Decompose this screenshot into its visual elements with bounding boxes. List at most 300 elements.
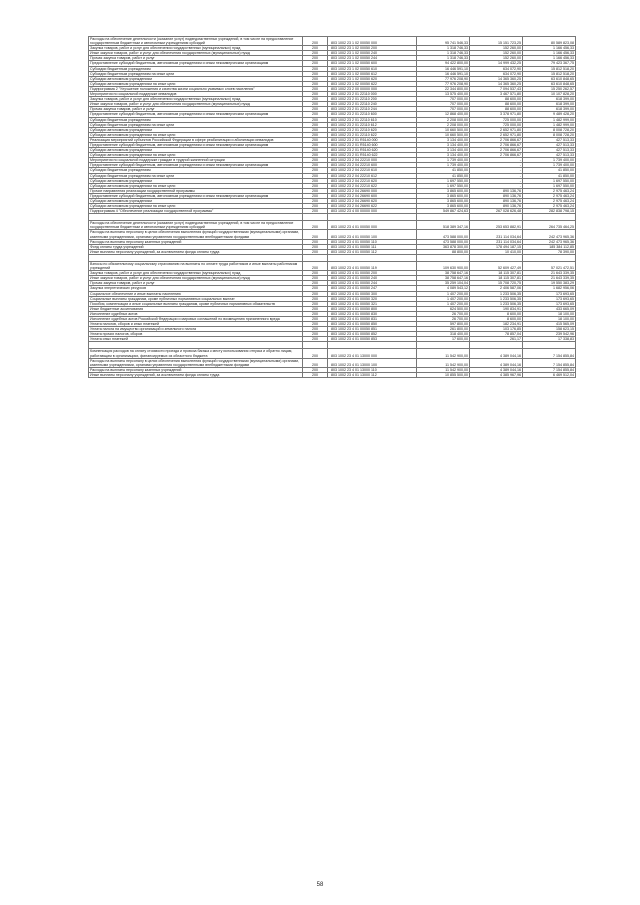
table-row	[89, 327, 576, 332]
row-remaining-cell: 2 975 463,24	[523, 204, 576, 209]
row-approved-cell: 1 739 400,00	[417, 163, 470, 168]
row-code-cell: 200	[303, 372, 328, 377]
table-row	[89, 271, 576, 276]
row-remaining-cell: 427 513,33	[523, 142, 576, 147]
row-code-cell: 200	[303, 311, 328, 316]
row-executed-cell: 890 136,76	[470, 188, 523, 193]
table-row	[89, 132, 576, 137]
row-kbk-cell: 803 1002 23 4 01 13000 110	[328, 367, 417, 372]
budget-table-body	[89, 37, 576, 378]
row-approved-cell: 11 542 900,00	[417, 367, 470, 372]
row-executed-cell: 152 260,00	[470, 51, 523, 56]
row-name-cell: Иные выплаты персоналу учреждений, за исключением фонда оплаты труда	[89, 249, 303, 254]
row-remaining-cell: 18 100,00	[523, 311, 576, 316]
row-executed-cell: 2 706 866,67	[470, 137, 523, 142]
row-remaining-cell: 78 390,00	[523, 249, 576, 254]
table-row	[89, 71, 576, 76]
row-executed-cell: 253 653 882,91	[470, 221, 523, 230]
row-name-cell: Субсидии бюджетным учреждениям на иные цели	[89, 122, 303, 127]
row-kbk-cell: 803 1002 23 4 01 00050 320	[328, 296, 417, 301]
row-executed-cell: 2 706 866,67	[470, 148, 523, 153]
row-remaining-cell: 15 812 518,20	[523, 71, 576, 76]
row-remaining-cell: 1 739 400,00	[523, 158, 576, 163]
row-approved-cell: 3 134 400,00	[417, 142, 470, 147]
row-remaining-cell: 2 975 463,24	[523, 188, 576, 193]
row-remaining-cell: 63 610 848,65	[523, 81, 576, 86]
row-kbk-cell: 803 1002 23 2 01 22110 622	[328, 132, 417, 137]
row-remaining-cell: 8 008 728,20	[523, 132, 576, 137]
row-kbk-cell: 803 1002 23 4 01 00050 000	[328, 221, 417, 230]
row-kbk-cell: 803 1002 23 4 01 00050 851	[328, 327, 417, 332]
row-executed-cell: 890 136,76	[470, 193, 523, 198]
row-executed-cell: -	[470, 178, 523, 183]
row-kbk-cell: 803 1002 23 2 01 22110 000	[328, 92, 417, 97]
row-kbk-cell: 803 1002 23 2 01 R5140 000	[328, 137, 417, 142]
row-name-cell: Расходы на выплаты персоналу казенных учреждений	[89, 367, 303, 372]
row-approved-cell: 3 865 600,00	[417, 199, 470, 204]
row-code-cell: 200	[303, 137, 328, 142]
row-kbk-cell: 803 1002 23 1 02 00050 240	[328, 51, 417, 56]
row-executed-cell: 1 233 506,35	[470, 301, 523, 306]
row-kbk-cell: 803 1002 23 4 01 13000 000	[328, 349, 417, 358]
row-name-cell: Предоставление субсидий бюджетным, автономным учреждениям и иным некоммерческим организациям	[89, 112, 303, 117]
row-code-cell: 200	[303, 286, 328, 291]
row-kbk-cell: 803 1002 23 2 01 22110 612	[328, 122, 417, 127]
row-name-cell: Уплата иных платежей	[89, 337, 303, 342]
row-kbk-cell: 803 1002 23 4 01 00050 100	[328, 230, 417, 239]
row-approved-cell: 13 575 400,00	[417, 92, 470, 97]
row-remaining-cell: 21 643 339,35	[523, 271, 576, 276]
row-kbk-cell: 803 1002 23 2 04 22210 600	[328, 163, 417, 168]
row-code-cell: 200	[303, 97, 328, 102]
row-kbk-cell: 803 1002 23 1 02 00050 244	[328, 56, 417, 61]
table-spacer-row	[89, 214, 576, 221]
row-code-cell: 200	[303, 142, 328, 147]
row-kbk-cell: 803 1002 23 1 02 00050 600	[328, 61, 417, 66]
row-name-cell: Расходы на обеспечение деятельности (оказание услуг) подведомственных учреждений, в том числе на предоставление государственным бюджетным и автономным учреждениям субсидий	[89, 221, 303, 230]
row-kbk-cell: 803 1002 23 2 04 26690 600	[328, 193, 417, 198]
row-approved-cell: 3 865 600,00	[417, 193, 470, 198]
table-row	[89, 112, 576, 117]
row-code-cell: 200	[303, 327, 328, 332]
row-code-cell: 200	[303, 271, 328, 276]
row-approved-cell: 1 739 400,00	[417, 158, 470, 163]
row-executed-cell: 178 494 187,15	[470, 244, 523, 249]
row-approved-cell: 2 208 000,00	[417, 117, 470, 122]
row-name-cell: Расходы на выплаты персоналу в целях обеспечения выполнения функций государственными (муниципальными) органами, казенными учреждениями, органами управления государственными внебюджетными фондами	[89, 230, 303, 239]
row-name-cell: Субсидии бюджетным учреждениям	[89, 66, 303, 71]
row-executed-cell: 88 600,00	[470, 97, 523, 102]
table-row	[89, 372, 576, 377]
row-remaining-cell: 1 682 956,06	[523, 286, 576, 291]
row-name-cell: Субсидии бюджетным учреждениям	[89, 117, 303, 122]
row-name-cell: Расходы на обеспечение деятельности (оказание услуг) подведомственных учреждений, в том числе на предоставление государственным бюджетным и автономным учреждениям субсидий	[89, 37, 303, 46]
table-row	[89, 230, 576, 239]
row-approved-cell: 473 588 000,00	[417, 230, 470, 239]
row-code-cell: 200	[303, 296, 328, 301]
row-code-cell: 200	[303, 122, 328, 127]
row-executed-cell: -	[470, 168, 523, 173]
row-remaining-cell: 79 423 367,75	[523, 61, 576, 66]
row-kbk-cell: 803 1002 23 1 02 00050 620	[328, 76, 417, 81]
row-approved-cell: 11 542 900,00	[417, 358, 470, 367]
row-kbk-cell: 803 1002 23 2 04 22210 620	[328, 178, 417, 183]
row-code-cell: 200	[303, 178, 328, 183]
row-approved-cell: 624 500,00	[417, 306, 470, 311]
row-executed-cell: 2 652 971,80	[470, 127, 523, 132]
row-kbk-cell: 803 1002 23 4 01 00050 240	[328, 276, 417, 281]
table-spacer-row	[89, 254, 576, 261]
row-name-cell: Субсидии бюджетным учреждениям на иные цели	[89, 173, 303, 178]
row-kbk-cell: 803 1002 23 4 01 00050 110	[328, 239, 417, 244]
table-row	[89, 291, 576, 296]
row-approved-cell: 35 259 104,04	[417, 281, 470, 286]
row-code-cell: 200	[303, 102, 328, 107]
row-executed-cell: 231 114 034,64	[470, 230, 523, 239]
row-approved-cell: 473 588 000,00	[417, 239, 470, 244]
table-row	[89, 46, 576, 51]
row-code-cell: 200	[303, 66, 328, 71]
row-code-cell: 200	[303, 76, 328, 81]
table-row	[89, 221, 576, 230]
row-name-cell: Прочая закупка товаров, работ и услуг	[89, 56, 303, 61]
row-remaining-cell: 63 610 848,65	[523, 76, 576, 81]
row-executed-cell: 4 385 967,96	[470, 372, 523, 377]
row-kbk-cell: 803 1002 23 2 04 22210 610	[328, 168, 417, 173]
row-remaining-cell: 158 623,15	[523, 327, 576, 332]
row-name-cell: Прочая закупка товаров, работ и услуг	[89, 107, 303, 112]
row-kbk-cell: 803 1002 23 2 04 22210 612	[328, 173, 417, 178]
row-code-cell: 200	[303, 163, 328, 168]
row-executed-cell: 267 028 626,48	[470, 209, 523, 214]
row-kbk-cell: 803 1002 23 2 01 R5140 622	[328, 153, 417, 158]
row-executed-cell: 2 706 866,67	[470, 142, 523, 147]
row-remaining-cell: 15 812 518,20	[523, 66, 576, 71]
row-kbk-cell: 803 1002 23 2 04 26690 000	[328, 188, 417, 193]
row-kbk-cell: 803 1002 23 2 04 26690 620	[328, 199, 417, 204]
row-kbk-cell: 803 1002 23 4 01 00050 852	[328, 332, 417, 337]
table-row	[89, 301, 576, 306]
row-approved-cell: 10 660 500,00	[417, 132, 470, 137]
row-name-cell: Уплата налога на имущество организаций и земельного налога	[89, 327, 303, 332]
row-remaining-cell: 427 513,33	[523, 153, 576, 158]
row-executed-cell: 14 999 432,25	[470, 61, 523, 66]
table-row	[89, 188, 576, 193]
table-row	[89, 358, 576, 367]
table-row	[89, 61, 576, 66]
row-code-cell: 200	[303, 183, 328, 188]
table-row	[89, 86, 576, 91]
row-remaining-cell: 1 166 456,33	[523, 51, 576, 56]
row-executed-cell: 14 365 360,25	[470, 76, 523, 81]
row-name-cell: Субсидии бюджетным учреждениям	[89, 168, 303, 173]
table-row	[89, 367, 576, 372]
row-executed-cell: 88 600,00	[470, 102, 523, 107]
row-approved-cell: 1 318 746,33	[417, 46, 470, 51]
row-executed-cell: 4 389 044,16	[470, 367, 523, 372]
row-code-cell: 200	[303, 107, 328, 112]
row-code-cell: 200	[303, 127, 328, 132]
row-executed-cell: 152 260,00	[470, 56, 523, 61]
row-remaining-cell: 618 399,00	[523, 107, 576, 112]
row-name-cell: Субсидии автономным учреждениям	[89, 127, 303, 132]
row-approved-cell: 38 758 647,16	[417, 276, 470, 281]
row-name-cell: Компенсация расходов на оплату стоимости проезда и провоза багажа к месту использования отпуска и обратно лицам, работающим в организациях, финансируемых из областного бюджета	[89, 349, 303, 358]
row-executed-cell: 634 072,90	[470, 71, 523, 76]
row-code-cell: 200	[303, 56, 328, 61]
row-name-cell: Субсидии автономным учреждениям	[89, 148, 303, 153]
row-kbk-cell: 803 1002 23 4 01 13000 100	[328, 358, 417, 367]
row-code-cell: 200	[303, 37, 328, 46]
row-remaining-cell: 80 589 823,08	[523, 37, 576, 46]
row-kbk-cell: 803 1002 23 1 02 00050 610	[328, 66, 417, 71]
row-code-cell: 200	[303, 46, 328, 51]
row-name-cell: Иные выплаты персоналу учреждений, за исключением фонда оплаты труда	[89, 372, 303, 377]
row-name-cell: Субсидии бюджетным учреждениям на иные цели	[89, 71, 303, 76]
row-executed-cell: 2 406 587,06	[470, 286, 523, 291]
row-remaining-cell: 2 975 463,24	[523, 193, 576, 198]
table-row	[89, 276, 576, 281]
row-name-cell: Социальные выплаты гражданам, кроме публичных нормативных социальных выплат	[89, 296, 303, 301]
row-code-cell: 200	[303, 158, 328, 163]
row-kbk-cell: 803 1002 23 4 01 00050 853	[328, 337, 417, 342]
row-remaining-cell: 282 838 798,15	[523, 209, 576, 214]
row-name-cell: Мероприятия по социальной поддержке граждан в трудной жизненной ситуации	[89, 158, 303, 163]
row-approved-cell: 1 407 200,00	[417, 301, 470, 306]
row-executed-cell: 261,17	[470, 337, 523, 342]
row-code-cell: 200	[303, 301, 328, 306]
row-name-cell: Субсидии автономным учреждениям на иные цели	[89, 132, 303, 137]
row-remaining-cell: 41 850,00	[523, 173, 576, 178]
table-row	[89, 239, 576, 244]
budget-table-page	[88, 36, 574, 378]
row-approved-cell: 707 000,00	[417, 102, 470, 107]
row-approved-cell: 4 089 543,12	[417, 286, 470, 291]
row-executed-cell: 634 072,90	[470, 66, 523, 71]
row-remaining-cell: 19 550 383,29	[523, 281, 576, 286]
row-remaining-cell: 427 513,33	[523, 137, 576, 142]
row-code-cell: 200	[303, 261, 328, 270]
row-executed-cell: 15 708 720,75	[470, 281, 523, 286]
row-code-cell: 200	[303, 281, 328, 286]
table-row	[89, 153, 576, 158]
row-executed-cell: 10 410,00	[470, 249, 523, 254]
row-remaining-cell: 433 665,09	[523, 306, 576, 311]
row-kbk-cell: 803 1002 23 2 01 22110 620	[328, 127, 417, 132]
row-approved-cell: 3 134 400,00	[417, 153, 470, 158]
row-executed-cell: 52 609 427,49	[470, 261, 523, 270]
table-row	[89, 142, 576, 147]
row-kbk-cell: 803 1002 23 2 01 22110 244	[328, 107, 417, 112]
row-approved-cell: 94 422 800,00	[417, 61, 470, 66]
row-remaining-cell: 173 693,65	[523, 296, 576, 301]
table-row	[89, 92, 576, 97]
row-code-cell: 200	[303, 173, 328, 178]
row-kbk-cell: 803 1002 23 4 01 00050 112	[328, 249, 417, 254]
row-kbk-cell: 803 1002 23 4 01 00050 830	[328, 311, 417, 316]
table-row	[89, 204, 576, 209]
row-approved-cell: 1 318 746,33	[417, 56, 470, 61]
row-remaining-cell: 9 489 428,20	[523, 112, 576, 117]
row-remaining-cell: 427 513,33	[523, 148, 576, 153]
row-executed-cell: 3 467 571,80	[470, 92, 523, 97]
row-remaining-cell: 1 482 999,00	[523, 117, 576, 122]
row-approved-cell: 95 741 546,33	[417, 37, 470, 46]
row-approved-cell: 3 865 600,00	[417, 204, 470, 209]
row-kbk-cell: 803 1002 23 2 01 22110 200	[328, 97, 417, 102]
row-remaining-cell: 173 693,65	[523, 301, 576, 306]
row-name-cell: Субсидии автономным учреждениям на иные цели	[89, 153, 303, 158]
row-approved-cell: 11 542 900,00	[417, 349, 470, 358]
row-kbk-cell: 803 1002 23 4 01 00050 800	[328, 306, 417, 311]
row-executed-cell: 725 000,00	[470, 122, 523, 127]
row-code-cell: 200	[303, 276, 328, 281]
row-name-cell: Субсидии автономным учреждениям	[89, 178, 303, 183]
row-executed-cell: -	[470, 183, 523, 188]
row-name-cell: Расходы на выплаты персоналу в целях обеспечения выполнения функций государственными (муниципальными) органами, казенными учреждениями, органами управления государственными внебюджетными фондами	[89, 358, 303, 367]
row-remaining-cell: 21 643 339,35	[523, 276, 576, 281]
row-code-cell: 200	[303, 349, 328, 358]
row-code-cell: 200	[303, 239, 328, 244]
row-kbk-cell: 803 1002 23 2 01 22110 610	[328, 117, 417, 122]
row-approved-cell: 26 700,00	[417, 311, 470, 316]
row-code-cell: 200	[303, 92, 328, 97]
row-remaining-cell: 1 166 456,33	[523, 46, 576, 51]
row-executed-cell: 725 000,00	[470, 117, 523, 122]
table-row	[89, 261, 576, 270]
row-approved-cell: 77 976 208,90	[417, 81, 470, 86]
row-executed-cell: 18 115 307,81	[470, 271, 523, 276]
table-row	[89, 122, 576, 127]
row-name-cell: Предоставление субсидий бюджетным, автономным учреждениям и иным некоммерческим организациям	[89, 193, 303, 198]
row-approved-cell: 17 600,00	[417, 337, 470, 342]
row-kbk-cell: 803 1002 23 1 02 00050 200	[328, 46, 417, 51]
row-executed-cell: 14 365 360,25	[470, 81, 523, 86]
row-code-cell: 200	[303, 148, 328, 153]
row-approved-cell: 12 868 400,00	[417, 112, 470, 117]
row-remaining-cell: 242 473 965,36	[523, 239, 576, 244]
row-executed-cell: 3 378 971,80	[470, 112, 523, 117]
row-remaining-cell: 57 021 472,51	[523, 261, 576, 270]
row-code-cell: 200	[303, 61, 328, 66]
row-executed-cell: 1 233 506,35	[470, 296, 523, 301]
row-name-cell: Субсидии автономным учреждениям на иные цели	[89, 183, 303, 188]
row-kbk-cell: 803 1002 23 4 00 00000 000	[328, 209, 417, 214]
table-row	[89, 137, 576, 142]
row-kbk-cell: 803 1002 23 1 02 00050 000	[328, 37, 417, 46]
row-executed-cell: 890 136,76	[470, 204, 523, 209]
row-name-cell: Субсидии автономным учреждениям	[89, 76, 303, 81]
row-remaining-cell: 618 399,00	[523, 97, 576, 102]
row-kbk-cell: 803 1002 23 1 02 00050 622	[328, 81, 417, 86]
table-row	[89, 51, 576, 56]
table-row	[89, 37, 576, 46]
row-code-cell: 200	[303, 306, 328, 311]
row-name-cell: Предоставление субсидий бюджетным, автономным учреждениям и иным некоммерческим организациям	[89, 142, 303, 147]
row-approved-cell: 10 855 500,00	[417, 372, 470, 377]
row-approved-cell: 41 850,00	[417, 168, 470, 173]
row-name-cell: Расходы на выплаты персоналу казенных учреждений	[89, 239, 303, 244]
row-name-cell: Уплата прочих налогов, сборов	[89, 332, 303, 337]
row-code-cell: 200	[303, 188, 328, 193]
row-code-cell: 200	[303, 71, 328, 76]
row-kbk-cell: 803 1002 23 4 01 00050 247	[328, 286, 417, 291]
row-remaining-cell: 7 154 855,84	[523, 349, 576, 358]
row-code-cell: 200	[303, 132, 328, 137]
row-name-cell: Взносы по обязательному социальному страхованию на выплаты по оплате труда работников и иные выплаты работникам учреждений	[89, 261, 303, 270]
row-approved-cell: 318 400,00	[417, 332, 470, 337]
row-approved-cell: 109 630 900,00	[417, 261, 470, 270]
row-approved-cell: 3 134 400,00	[417, 137, 470, 142]
row-kbk-cell: 803 1002 23 2 04 22210 622	[328, 183, 417, 188]
row-code-cell: 200	[303, 337, 328, 342]
row-approved-cell: 77 976 208,90	[417, 76, 470, 81]
row-remaining-cell: 618 399,00	[523, 102, 576, 107]
row-remaining-cell: 17 338,83	[523, 337, 576, 342]
table-row	[89, 296, 576, 301]
row-name-cell: Субсидии автономным учреждениям на иные цели	[89, 81, 303, 86]
row-name-cell: Исполнение судебных актов	[89, 311, 303, 316]
row-kbk-cell: 803 1002 23 2 04 22210 000	[328, 158, 417, 163]
row-name-cell: Пособия, компенсации и иные социальные выплаты гражданам, кроме публичных нормативных обязательств	[89, 301, 303, 306]
table-row	[89, 193, 576, 198]
row-remaining-cell: 1 697 550,00	[523, 183, 576, 188]
row-approved-cell: 38 758 647,16	[417, 271, 470, 276]
row-approved-cell: 1 318 746,33	[417, 51, 470, 56]
row-code-cell: 200	[303, 204, 328, 209]
row-name-cell: Иные закупки товаров, работ и услуг для обеспечения государственных (муниципальных) нужд	[89, 51, 303, 56]
row-code-cell: 200	[303, 51, 328, 56]
row-remaining-cell: 18 100,00	[523, 316, 576, 321]
row-executed-cell: 4 389 044,16	[470, 349, 523, 358]
row-name-cell: Уплата налогов, сборов и иных платежей	[89, 322, 303, 327]
row-approved-cell: 597 800,00	[417, 322, 470, 327]
row-executed-cell: 2 652 971,80	[470, 132, 523, 137]
row-code-cell: 200	[303, 221, 328, 230]
row-approved-cell: 707 000,00	[417, 107, 470, 112]
row-name-cell: Иные закупки товаров, работ и услуг для обеспечения государственных (муниципальных) нужд	[89, 276, 303, 281]
row-code-cell: 200	[303, 117, 328, 122]
row-code-cell: 200	[303, 168, 328, 173]
row-remaining-cell: 8 008 728,20	[523, 127, 576, 132]
row-approved-cell: 88 800,00	[417, 249, 470, 254]
page-number: 58	[316, 882, 324, 888]
row-approved-cell: 1 407 200,00	[417, 296, 470, 301]
row-approved-cell: 261 800,00	[417, 327, 470, 332]
row-approved-cell: 41 850,00	[417, 173, 470, 178]
row-kbk-cell: 803 1002 23 2 00 00000 000	[328, 86, 417, 91]
row-kbk-cell: 803 1002 23 2 01 22110 600	[328, 112, 417, 117]
row-kbk-cell: 803 1002 23 4 01 13000 112	[328, 372, 417, 377]
row-executed-cell: 182 234,91	[470, 322, 523, 327]
row-approved-cell: 518 389 347,16	[417, 221, 470, 230]
row-kbk-cell: 803 1002 23 4 01 00050 244	[328, 281, 417, 286]
row-kbk-cell: 803 1002 23 4 01 00050 119	[328, 261, 417, 270]
row-approved-cell: 22 344 800,00	[417, 86, 470, 91]
row-approved-cell: 1 407 200,00	[417, 291, 470, 296]
row-executed-cell: -	[470, 158, 523, 163]
row-remaining-cell: 264 735 464,25	[523, 221, 576, 230]
row-executed-cell: 2 706 866,67	[470, 153, 523, 158]
row-approved-cell: 3 134 400,00	[417, 148, 470, 153]
row-code-cell: 200	[303, 153, 328, 158]
row-name-cell: Подпрограмма 4 "Обеспечение реализации государственной программы"	[89, 209, 303, 214]
row-kbk-cell: 803 1002 23 2 01 R5140 600	[328, 142, 417, 147]
row-code-cell: 200	[303, 291, 328, 296]
row-approved-cell: 1 697 550,00	[417, 178, 470, 183]
row-executed-cell: 103 176,85	[470, 327, 523, 332]
table-row	[89, 81, 576, 86]
